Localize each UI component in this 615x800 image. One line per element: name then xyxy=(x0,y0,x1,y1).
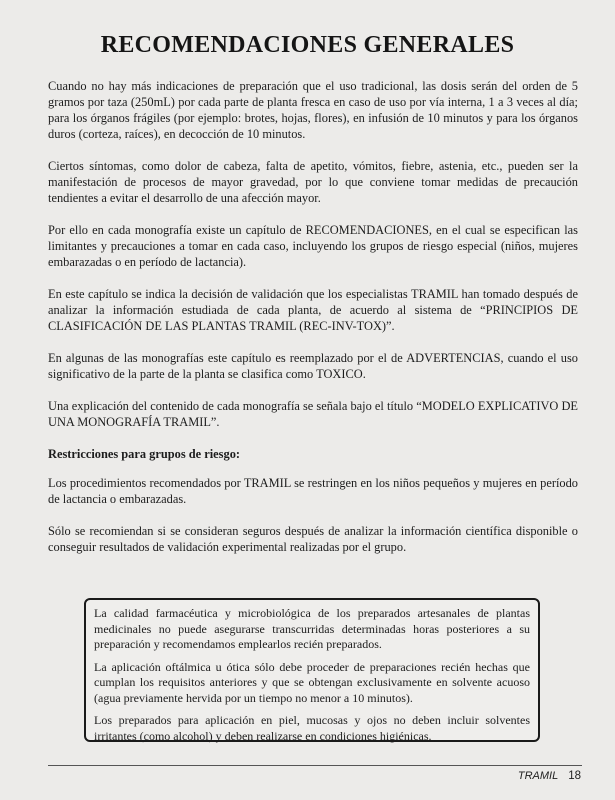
paragraph-model: Una explicación del contenido de cada monografía se señala bajo el título “MODELO EXPLICATIVO DE UNA MONOGRAFÍA TRAMIL”. xyxy=(48,399,578,429)
footer-brand: TRAMIL xyxy=(517,770,559,782)
page-footer xyxy=(518,770,581,782)
paragraph-safety: Sólo se recomiendan si se consideran seguros después de analizar la información científica disponible o conseguir resultados de validación experimental realizadas por el grupo. xyxy=(48,524,578,554)
footer-divider xyxy=(48,765,582,766)
notice-quality: La calidad farmacéutica y microbiológica de los preparados artesanales de plantas medicinales no puede asegurarse transcurridas determinadas horas posteriores a su preparación y recomendamos emplearlos recién preparados. xyxy=(94,606,530,651)
notice-skin: Los preparados para aplicación en piel, mucosas y ojos no deben incluir solventes irritantes (como alcohol) y deben realizarse en condiciones higiénicas. xyxy=(94,713,530,743)
quality-notice-box xyxy=(84,598,540,742)
paragraph-symptoms: Ciertos síntomas, como dolor de cabeza, falta de apetito, vómitos, fiebre, astenia, etc., pueden ser la manifestación de procesos de mayor gravedad, por lo que conviene tomar medidas de precaución tendientes a evitar el desarrollo de una afección mayor. xyxy=(48,159,578,205)
risk-groups-heading: Restricciones para grupos de riesgo: xyxy=(48,447,241,461)
page-number: 18 xyxy=(568,770,581,782)
paragraph-dosage: Cuando no hay más indicaciones de preparación que el uso tradicional, las dosis serán del orden de 5 gramos por taza (250mL) por cada parte de planta fresca en caso de uso por vía interna, 1 a 3 veces al día; para los órganos frágiles (por ejemplo: brotes, hojas, flores), en infusión de 10 minutos y para los órganos duros (corteza, raíces), en decocción de 10 minutos. xyxy=(48,79,578,141)
page-title: RECOMENDACIONES GENERALES xyxy=(100,32,515,58)
paragraph-validation: En este capítulo se indica la decisión de validación que los especialistas TRAMIL han tomado después de analizar la información estudiada de cada planta, de acuerdo al sistema de “PRINCIPIOS DE CLASIFICACIÓN DE LAS PLANTAS TRAMIL (REC-INV-TOX)”. xyxy=(48,287,578,333)
paragraph-restrictions: Los procedimientos recomendados por TRAMIL se restringen en los niños pequeños y mujeres en período de lactancia o embarazadas. xyxy=(48,476,578,506)
notice-ophthalmic: La aplicación oftálmica u ótica sólo debe proceder de preparaciones recién hechas que cumplan los requisitos anteriores y que se obtengan exclusivamente en solvente acuoso (agua previamente hervida por un tiempo no menor a 10 minutos). xyxy=(94,659,530,705)
main-text xyxy=(48,78,578,571)
paragraph-warnings: En algunas de las monografías este capítulo es reemplazado por el de ADVERTENCIAS, cuando el uso significativo de la parte de la planta se clasifica como TOXICO. xyxy=(48,351,578,381)
paragraph-recommendations: Por ello en cada monografía existe un capítulo de RECOMENDACIONES, en el cual se especifican las limitantes y precauciones a tomar en cada caso, incluyendo los grupos de riesgo especial (niños, mujeres embarazadas o en período de lactancia). xyxy=(48,223,578,269)
